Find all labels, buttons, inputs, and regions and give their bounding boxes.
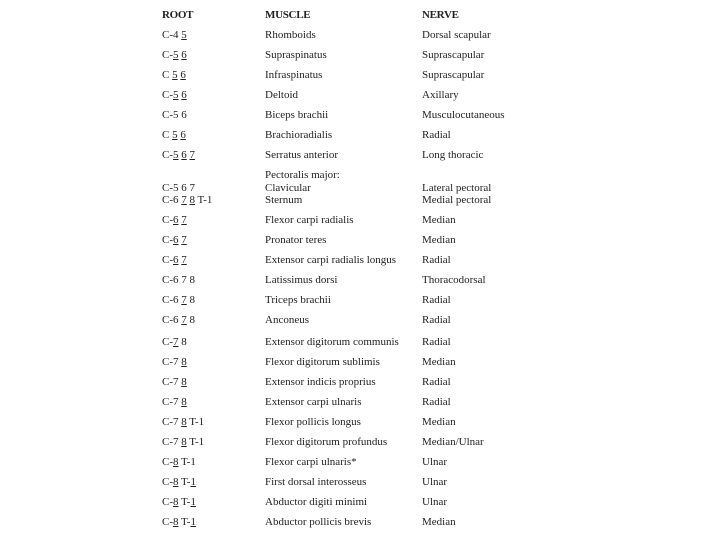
nerve-cell: Medial pectoral (422, 194, 492, 206)
root-cell (162, 149, 195, 162)
root-segment: C-7 (162, 356, 182, 368)
root-cell (162, 376, 187, 389)
root-segment: T-1 (195, 194, 213, 206)
root-segment: 8 (186, 294, 195, 306)
root-segment: C- (162, 476, 173, 488)
nerve-header: NERVE (422, 9, 459, 21)
muscle-cell: Abductor pollicis brevis (265, 516, 372, 528)
nerve-cell: Ulnar (422, 476, 448, 488)
nerve-cell: Radial (422, 129, 451, 141)
root-segment-underlined: 1 (190, 496, 196, 508)
nerve-cell: Ulnar (422, 456, 448, 468)
root-cell (162, 396, 187, 409)
nerve-cell: Suprascapular (422, 49, 485, 61)
root-segment-underlined: 6 (173, 254, 179, 266)
root-segment: C-6 (162, 314, 182, 326)
nerve-cell: Radial (422, 314, 451, 326)
root-segment: C- (162, 89, 173, 101)
muscle-cell: Flexor carpi radialis (265, 214, 354, 226)
nerve-cell: Median (422, 356, 456, 368)
root-segment-underlined: 8 (189, 194, 195, 206)
root-segment: C-7 (162, 416, 182, 428)
root-segment: T- (178, 476, 191, 488)
root-segment-underlined: 1 (190, 476, 196, 488)
muscle-cell: Clavicular (265, 182, 311, 194)
root-cell (162, 294, 195, 307)
root-segment: T- (178, 516, 191, 528)
root-cell (162, 194, 212, 207)
root-segment-underlined: 7 (181, 234, 187, 246)
root-segment: C (162, 69, 173, 81)
root-segment: C- (162, 149, 173, 161)
nerve-cell: Median/Ulnar (422, 436, 484, 448)
root-segment-underlined: 7 (181, 294, 187, 306)
nerve-cell: Dorsal scapular (422, 29, 491, 41)
nerve-cell: Radial (422, 294, 451, 306)
root-cell (162, 69, 186, 82)
nerve-cell: Ulnar (422, 496, 448, 508)
muscle-cell: Flexor carpi ulnaris* (265, 456, 357, 468)
root-segment-underlined: 7 (181, 214, 187, 226)
muscle-cell: Supraspinatus (265, 49, 327, 61)
muscle-cell: Rhomboids (265, 29, 316, 41)
root-segment-underlined: 6 (180, 129, 186, 141)
root-segment-underlined: 6 (181, 49, 187, 61)
muscle-cell: Flexor digitorum profundus (265, 436, 388, 448)
root-segment: C- (162, 336, 173, 348)
root-segment: C-7 (162, 436, 182, 448)
root-cell (162, 516, 196, 529)
root-cell (162, 496, 196, 509)
muscle-cell: Extensor carpi ulnaris (265, 396, 362, 408)
root-segment-underlined: 8 (181, 416, 187, 428)
nerve-cell: Radial (422, 396, 451, 408)
root-segment: C-6 (162, 294, 182, 306)
root-segment: T- (178, 496, 191, 508)
muscle-cell: Sternum (265, 194, 303, 206)
nerve-cell: Radial (422, 376, 451, 388)
root-segment-underlined: 8 (173, 516, 179, 528)
muscle-cell: Flexor digitorum sublimis (265, 356, 380, 368)
root-segment: T-1 (186, 436, 205, 448)
nerve-cell: Radial (422, 336, 451, 348)
root-segment-underlined: 5 (173, 149, 179, 161)
muscle-cell: Latissimus dorsi (265, 274, 338, 286)
root-segment: C-5 6 (162, 109, 187, 121)
root-segment: C- (162, 234, 173, 246)
muscle-cell: Biceps brachii (265, 109, 329, 121)
root-segment: C-7 (162, 396, 182, 408)
root-segment: C-6 7 8 (162, 274, 195, 286)
root-header: ROOT (162, 9, 194, 21)
nerve-cell: Suprascapular (422, 69, 485, 81)
root-cell (162, 314, 195, 327)
root-segment: C (162, 129, 173, 141)
root-segment-underlined: 7 (189, 149, 195, 161)
root-segment-underlined: 6 (180, 69, 186, 81)
root-segment: C- (162, 254, 173, 266)
root-cell (162, 129, 186, 142)
root-cell (162, 456, 196, 469)
root-segment-underlined: 8 (173, 476, 179, 488)
muscle-cell: Infraspinatus (265, 69, 323, 81)
root-cell (162, 436, 204, 449)
root-segment: C- (162, 496, 173, 508)
muscle-cell: Extensor indicis proprius (265, 376, 376, 388)
root-segment-underlined: 8 (181, 436, 187, 448)
root-segment: C- (162, 214, 173, 226)
root-cell (162, 274, 195, 287)
muscle-cell: Brachioradialis (265, 129, 333, 141)
root-cell (162, 234, 187, 247)
root-cell (162, 476, 196, 489)
muscle-cell: Serratus anterior (265, 149, 338, 161)
root-segment: T-1 (186, 416, 205, 428)
root-cell (162, 416, 204, 429)
root-segment-underlined: 6 (173, 214, 179, 226)
nerve-cell: Radial (422, 254, 451, 266)
root-segment: T-1 (178, 456, 196, 468)
root-segment-underlined: 5 (172, 129, 178, 141)
root-cell (162, 49, 187, 62)
root-cell (162, 254, 187, 267)
root-segment: C- (162, 516, 173, 528)
root-segment: C-6 (162, 194, 182, 206)
pectoralis-group-label: Pectoralis major: (265, 169, 340, 181)
root-cell (162, 109, 187, 122)
nerve-cell: Musculocutaneous (422, 109, 505, 121)
root-segment-underlined: 5 (173, 49, 179, 61)
muscle-cell: First dorsal interosseus (265, 476, 367, 488)
root-cell (162, 356, 187, 369)
root-cell (162, 214, 187, 227)
root-segment-underlined: 5 (181, 29, 187, 41)
nerve-cell: Thoracodorsal (422, 274, 486, 286)
root-segment-underlined: 5 (172, 69, 178, 81)
root-cell (162, 29, 187, 42)
nerve-cell: Median (422, 234, 456, 246)
root-segment: C- (162, 49, 173, 61)
root-segment: C-5 6 7 (162, 182, 195, 194)
root-segment: 8 (186, 314, 195, 326)
root-segment-underlined: 6 (181, 149, 187, 161)
muscle-cell: Anconeus (265, 314, 309, 326)
nerve-cell: Long thoracic (422, 149, 484, 161)
root-segment-underlined: 7 (181, 194, 187, 206)
muscle-cell: Extensor carpi radialis longus (265, 254, 397, 266)
root-segment-underlined: 8 (173, 496, 179, 508)
muscle-cell: Flexor pollicis longus (265, 416, 361, 428)
root-segment-underlined: 7 (181, 254, 187, 266)
muscle-cell: Triceps brachii (265, 294, 331, 306)
root-segment-underlined: 8 (181, 396, 187, 408)
muscle-cell: Abductor digiti minimi (265, 496, 368, 508)
muscle-cell: Extensor digitorum communis (265, 336, 399, 348)
root-segment: C- (162, 456, 173, 468)
nerve-cell: Median (422, 516, 456, 528)
root-segment: C-4 (162, 29, 182, 41)
muscle-header: MUSCLE (265, 9, 311, 21)
root-segment-underlined: 7 (181, 314, 187, 326)
root-cell (162, 89, 187, 102)
root-segment-underlined: 8 (181, 376, 187, 388)
root-segment: 8 (178, 336, 187, 348)
root-segment: C-7 (162, 376, 182, 388)
root-segment-underlined: 6 (173, 234, 179, 246)
nerve-cell: Median (422, 416, 456, 428)
nerve-cell: Axillary (422, 89, 459, 101)
root-segment-underlined: 8 (181, 356, 187, 368)
root-cell (162, 336, 187, 349)
muscle-cell: Deltoid (265, 89, 298, 101)
nerve-cell: Lateral pectoral (422, 182, 492, 194)
muscle-cell: Pronator teres (265, 234, 327, 246)
root-segment-underlined: 8 (173, 456, 179, 468)
root-segment-underlined: 1 (190, 516, 196, 528)
root-segment-underlined: 5 (173, 89, 179, 101)
root-segment-underlined: 7 (173, 336, 179, 348)
root-segment-underlined: 6 (181, 89, 187, 101)
nerve-cell: Median (422, 214, 456, 226)
